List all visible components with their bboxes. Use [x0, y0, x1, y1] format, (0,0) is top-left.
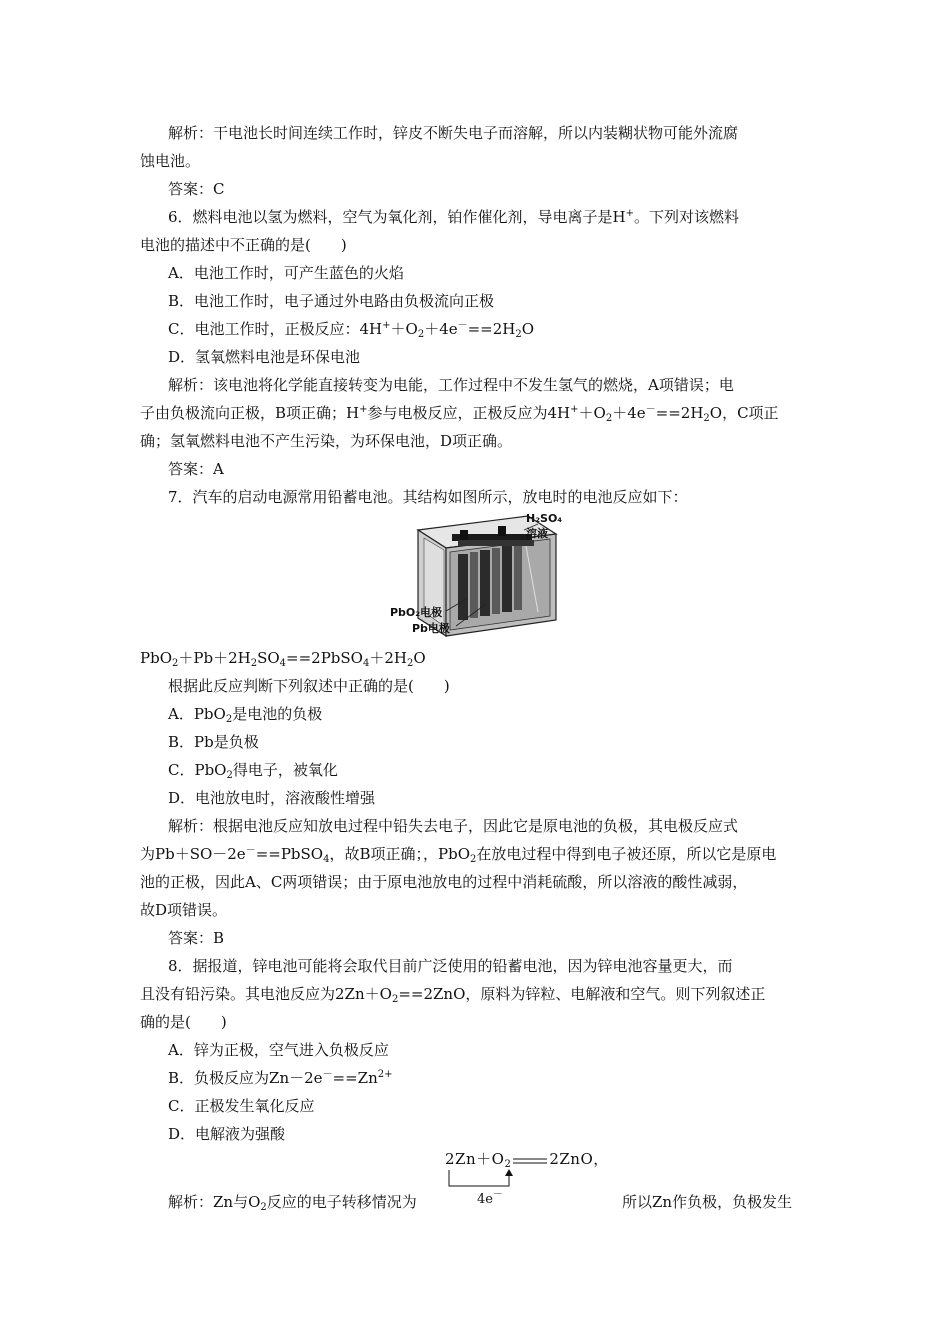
- double-line-equal: [513, 1157, 547, 1165]
- q6-analysis-line1: 解析：该电池将化学能直接转变为电能，工作过程中不发生氢气的燃烧，A项错误；电: [168, 376, 734, 394]
- q6-stem-line2: 电池的描述中不正确的是( ): [140, 236, 347, 254]
- q7-analysis-line1: 解析：根据电池反应知放电过程中铅失去电子，因此它是原电池的负极，其电极反应式: [168, 817, 739, 835]
- q6-option-b: B．电池工作时，电子通过外电路由负极流向正极: [168, 292, 495, 310]
- electron-count: 4e－: [477, 1189, 503, 1207]
- q8-option-b: B．负极反应为$Zn-2e^-==Zn^{2+}$: [168, 1069, 393, 1087]
- q8-analysis-start: 解析：Zn与$O_2$反应的电子转移情况为: [168, 1193, 417, 1213]
- q7-reaction: $PbO_2+Pb+2H_2SO_4==2PbSO_4+2H_2O$: [140, 649, 426, 669]
- q7-stem: 7．汽车的启动电源常用铅蓄电池。其结构如图所示，放电时的电池反应如下：: [168, 488, 688, 506]
- electron-transfer-equation: [443, 1148, 633, 1214]
- q7-analysis-line3: 池的正极，因此A、C两项错误；由于原电池放电的过程中消耗硫酸，所以溶液的酸性减弱，: [140, 873, 748, 891]
- q5-answer: 答案：C: [168, 180, 225, 198]
- equal-sign: [513, 1151, 547, 1169]
- electron-transfer-arrow: [443, 1168, 523, 1194]
- q7-option-d: D．电池放电时，溶液酸性增强: [168, 789, 376, 807]
- q8-option-d: D．电解液为强酸: [168, 1125, 286, 1143]
- q7-question: 根据此反应判断下列叙述中正确的是( ): [168, 677, 450, 695]
- q6-answer: 答案：A: [168, 460, 224, 478]
- q6-stem-line1: 6．燃料电池以氢为燃料，空气为氧化剂，铂作催化剂，导电离子是H+。下列对该燃料: [168, 208, 740, 226]
- q6-option-c: C．电池工作时，正极反应：$4H^++O_2+4e^-==2H_2O$: [168, 320, 535, 340]
- q7-option-a: A．PbO$_2$是电池的负极: [168, 705, 323, 725]
- q7-answer: 答案：B: [168, 929, 225, 947]
- q6-option-a: A．电池工作时，可产生蓝色的火焰: [168, 264, 404, 282]
- q8-stem-line2: 且没有铅污染。其电池反应为$2Zn+O_2==2ZnO$，原料为锌粒、电解液和空气。则下列叙述正: [140, 985, 766, 1005]
- q5-analysis-line2: 蚀电池。: [140, 152, 201, 170]
- q6-analysis-line3: 确；氢氧燃料电池不产生污染，为环保电池，D项正确。: [140, 432, 513, 450]
- label-pbo2-electrode: PbO₂电极: [390, 606, 443, 619]
- q6-option-d: D．氢氧燃料电池是环保电池: [168, 348, 361, 366]
- equation-text: $2Zn+O_2$ 2ZnO，: [445, 1150, 609, 1170]
- q7-analysis-line2: 为Pb＋SO－2e－==PbSO$_4$，故B项正确；，PbO$_2$在放电过程中得到电子被还原，所以它是原电: [140, 845, 777, 865]
- q8-stem-line3: 确的是( ): [140, 1013, 227, 1031]
- q7-option-c: C．PbO$_2$得电子，被氧化: [168, 761, 338, 781]
- q6-analysis-line2: 子由负极流向正极，B项正确；H+参与电极反应，正极反应为$4H^++O_2+4e^-==2H_2O$，C项正: [140, 404, 779, 424]
- q5-analysis-line1: 解析：干电池长时间连续工作时，锌皮不断失电子而溶解，所以内装糊状物可能外流腐: [168, 124, 739, 142]
- q8-option-c: C．正极发生氧化反应: [168, 1097, 315, 1115]
- q7-option-b: B．Pb是负极: [168, 733, 259, 751]
- q8-stem-line1: 8．据报道，锌电池可能将会取代目前广泛使用的铅蓄电池，因为锌电池容量更大，而: [168, 957, 733, 975]
- lead-acid-battery-figure: [388, 508, 568, 648]
- label-h2so4-solution: H₂SO₄溶液: [526, 512, 563, 540]
- label-pb-electrode: Pb电极: [412, 622, 450, 635]
- q8-analysis-end: 所以Zn作负极，负极发生: [622, 1193, 793, 1211]
- q8-option-a: A．锌为正极，空气进入负极反应: [168, 1041, 389, 1059]
- q7-analysis-line4: 故D项错误。: [140, 901, 228, 919]
